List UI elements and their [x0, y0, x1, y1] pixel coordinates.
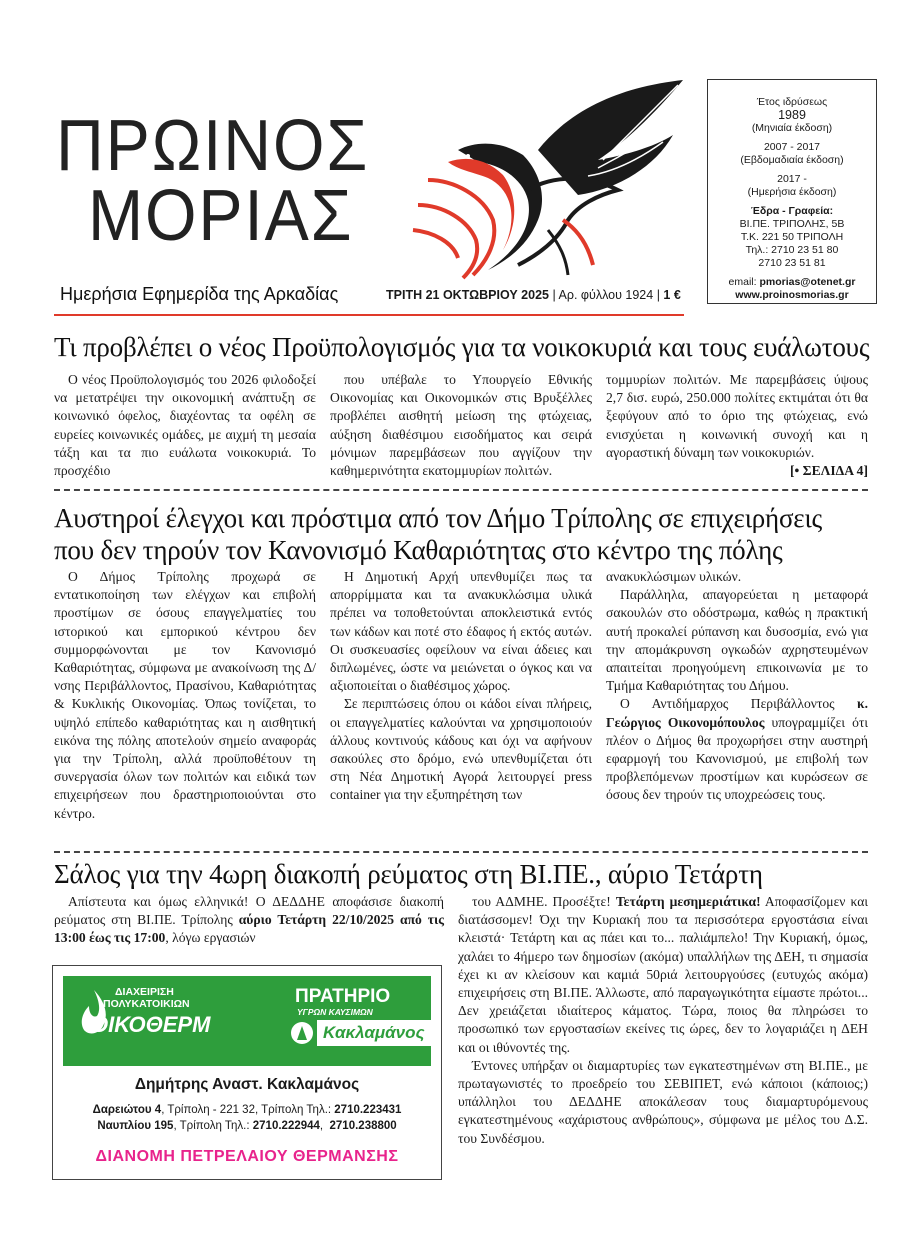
article2-col3 — [606, 568, 868, 823]
website-link[interactable]: www.proinosmorias.gr — [735, 289, 849, 301]
masthead-red-rule — [54, 314, 684, 316]
ad-phone[interactable]: 2710.223431 — [334, 1104, 402, 1116]
separator: | — [548, 288, 559, 302]
separator: | — [653, 288, 664, 302]
ad-delivery-slogan: ΔΙΑΝΟΜΗ ΠΕΤΡΕΛΑΙΟΥ ΘΕΡΜΑΝΣΗΣ — [95, 1148, 399, 1165]
dove-logo-icon — [388, 80, 688, 280]
ad-address1: Δαρειώτου 4, Τρίπολη - 221 32, Τρίπολη Τηλ.: 2710.223431 — [92, 1104, 402, 1116]
outage-datetime: αύριο Τετάρτη 22/10/2025 από τις 13:00 έως τις 17:00 — [54, 912, 444, 946]
article1-paragraph: που υπέβαλε το Υπουργείο Εθνικής Οικονομίας και Οικονομικών στις Βρυξέλλες προβλέπει αισθητή μείωση της φτώχειας, αύξηση διαθέσιμου εισοδήματος και σειρά μόνιμων παρεμβάσεων που αγγίζουν την καθημερινότητα εκατομμυρίων πολιτών. — [330, 372, 592, 479]
address-line1: ΒΙ.ΠΕ. ΤΡΙΠΟΛΗΣ, 5Β — [739, 218, 845, 230]
daily-edition: (Ημερήσια έκδοση) — [747, 186, 837, 198]
article2-headline-line1: Αυστηροί έλεγχοι και πρόστιμα από τον Δήμο Τρίπολης σε επιχειρήσεις — [54, 503, 823, 533]
newspaper-title-line2: ΜΟΡΙΑΣ — [88, 176, 354, 256]
section-divider — [54, 851, 868, 853]
article2-paragraph: ανακυκλώσιμων υλικών. — [606, 569, 742, 584]
email-label: email: — [728, 276, 757, 288]
advertisement-kaklamanos[interactable] — [52, 965, 442, 1180]
article1-paragraph: τομμυρίων πολιτών. Με παρεμβάσεις ύψους 2,7 δισ. ευρώ, 250.000 πολίτες εκτιμάται ότι θα ξεφύγουν από το όριο της φτώχειας, ενώ ενισχύεται η κοινωνική συνοχή και η αγοραστική δύναμη των νοικοκυριών. — [606, 372, 868, 460]
article2-headline[interactable] — [54, 502, 822, 566]
section-divider — [54, 489, 868, 491]
kaklamanos-emblem-icon — [291, 1022, 313, 1044]
issue-price: 1 € — [663, 288, 681, 302]
article3-paragraph: Απίστευτα και όμως ελληνικά! Ο ΔΕΔΔΗΕ αποφάσισε διακοπή ρεύματος στη ΒΙ.ΠΕ. Τρίπολης αύριο Τετάρτη 22/10/2025 από τις 13:00 έως τις 17:00, λόγω εργασιών — [54, 894, 444, 946]
issue-date: ΤΡΙΤΗ 21 ΟΚΤΩΒΡΙΟΥ 2025 — [386, 288, 549, 302]
weekly-edition: (Εβδομαδιαία έκδοση) — [740, 154, 844, 166]
article1-col1 — [54, 371, 316, 480]
wednesday-noon-emphasis: Τετάρτη μεσημεριάτικα! — [615, 894, 761, 909]
page-reference[interactable]: [• ΣΕΛΙΔΑ 4] — [790, 463, 868, 479]
deputy-mayor-name: κ. Γεώργιος Οικονομόπουλος — [606, 696, 868, 730]
publication-info-box — [707, 79, 877, 304]
ad-green-banner — [63, 976, 431, 1066]
oikotherm-brand: ΟΙΚΟΘΕΡΜ — [91, 1012, 211, 1037]
email-line — [708, 276, 876, 289]
dateline — [386, 288, 681, 302]
founded-year: 1989 — [778, 108, 806, 122]
phone-line2: 2710 23 51 81 — [758, 257, 826, 269]
article2-paragraph: Σε περιπτώσεις όπου οι κάδοι είναι πλήρεις, οι επαγγελματίες καλούνται να χρησιμοποιούν άλλους κοντινούς κάδους και όχι να αφήνουν σακούλες στο δρόμο, ενώ υπενθυμίζεται ότι στη Νέα Δημοτική Αγορά λειτουργεί press container για την εξυπηρέτηση των — [330, 696, 592, 803]
article2-body — [54, 568, 868, 823]
ad-owner-name: Δημήτρης Αναστ. Κακλαμάνος — [134, 1076, 360, 1093]
article3-paragraph: Έντονες υπήρξαν οι διαμαρτυρίες των εγκατεστημένων στη ΒΙ.ΠΕ., με πρωταγωνιστές το προεδρείο του ΣΕΒΙΠΕΤ, ενώ κάποιοι (κάποιος;) υπάλληλοι του ΔΕΔΔΗΕ αποκάλεσαν τους διαμαρτυρόμενους εγκατεστημένους «αχάριστους ανθρώπους», σύμφωνα με μέλος του Δ.Σ. του Συνδέσμου. — [458, 1057, 868, 1146]
email-link[interactable]: pmorias@otenet.gr — [759, 276, 856, 288]
article3-left-column — [54, 893, 444, 948]
article2-paragraph: Ο Δήμος Τρίπολης προχωρά σε εντατικοποίηση των ελέγχων και επιβολή προστίμων σε όσους επαγγελματίες του ιστορικού και εμπορικού κέντρου δεν συμμορφώνονται με τον Κανονισμό Καθαριότητας, σύμφωνα με ανακοίνωση της Δ/νσης Περιβάλλοντος, Πρασίνου, Καθαριότητας & Κυκλικής Οικονομίας. Όπως τονίζεται, το υψηλό επίπεδο καθαριότητας και η αισθητική εικόνα της πόλης αποτελούν σημείο αναφοράς για την Τρίπολη, αλλά προϋποθέτουν τη συνεργασία όλων των πολιτών και ειδικά των επιχειρήσεων που δραστηριοποιούνται στο κέντρο. — [54, 569, 316, 821]
article2-col1 — [54, 568, 316, 823]
daily-years: 2017 - — [777, 173, 807, 185]
article3-headline[interactable]: Σάλος για την 4ωρη διακοπή ρεύματος στη ΒΙ.ΠΕ., αύριο Τετάρτη — [54, 859, 763, 889]
newspaper-title-line1: ΠΡΩΙΝΟΣ — [56, 106, 370, 186]
article1-col2 — [330, 371, 592, 480]
seat-label: Έδρα - Γραφεία: — [750, 205, 834, 217]
newspaper-subtitle: Ημερήσια Εφημερίδα της Αρκαδίας — [60, 284, 339, 304]
article3-paragraph: του ΑΔΜΗΕ. Προσέξτε! Τετάρτη μεσημεριάτικα! Αποφασίζομεν και διατάσσομεν! Όχι την Κυριακή που τα περισσότερα εργοστάσια είναι κλειστά· Τετάρτη και ας πάει και το... παλιάμπελο! Την Κυριακή, όμως, χαλάει το 4ήμερο των δημοσίων (ακόμα) υπαλλήλων της ΔΕΗ, τι σημασία έχει κι αν κλείσουν και καμιά 50ριά λειτουργούσες (ευτυχώς ακόμα) επιχειρήσεις στη ΒΙ.ΠΕ. Άλλωστε, από παραγωγικότητα είμαστε πρώτοι... Δεν χρειάζεται ιδιαίτερος κάματος. Τώρα, ποιος θα πληρώσει το προσωπικό των εργοστασίων εκείνες τις ώρες, δεν το λογαριάζει η ΔΕΗ και οι ιθύνοντές της. — [458, 894, 868, 1055]
ad-phone[interactable]: 2710.222944 — [252, 1120, 320, 1132]
article1-headline[interactable]: Τι προβλέπει ο νέος Προϋπολογισμός για τα νοικοκυριά και τους ευάλωτους — [54, 332, 870, 362]
ad-phone[interactable]: 2710.238800 — [329, 1120, 397, 1132]
kaklamanos-brand: Κακλαμάνος — [317, 1020, 431, 1046]
logo1-line1: ΔΙΑΧΕΙΡΙΣΗ — [115, 986, 174, 998]
ad-address2: Ναυπλίου 195, Τρίπολη Τηλ.: 2710.222944, 2710.238800 — [97, 1120, 397, 1132]
article2-paragraph: Παράλληλα, απαγορεύεται η μεταφορά σακουλών στο οδόστρωμα, καθώς η πρακτική αυτή προκαλεί ρύπανση και δυσοσμία, ενώ για την απομάκρυνση ογκωδών αχρηστευμένων απαιτείται προηγούμενη επικοινωνία με το Τμήμα Καθαριότητας του Δήμου. — [606, 587, 868, 694]
article1-paragraph: Ο νέος Προϋπολογισμός του 2026 φιλοδοξεί να μετατρέψει την οικονομική ανάπτυξη σε κοινωνικό όφελος, διαχέοντας τα οφέλη σε ευρείες κοινωνικές ομάδες, με αιχμή τη μεσαία τάξη και τα πιο ευάλωτα νοικοκυριά. Το προσχέδιο — [54, 372, 316, 479]
phone-line1: Τηλ.: 2710 23 51 80 — [745, 244, 839, 256]
article3-right-column — [458, 893, 868, 1148]
address-line2: Τ.Κ. 221 50 ΤΡΙΠΟΛΗ — [740, 231, 844, 243]
article2-paragraph: Ο Αντιδήμαρχος Περιβάλλοντος κ. Γεώργιος Οικονομόπουλος υπογραμμίζει ότι πλέον ο Δήμος θα προχωρήσει στην αυστηρή εφαρμογή του Κανονισμού, με επιβολή των προβλεπόμενων προστίμων και κυρώσεων σε όσους δεν τηρούν τις υποχρεώσεις τους. — [606, 696, 869, 803]
article2-col2 — [330, 568, 592, 823]
article1-body — [54, 371, 868, 480]
article1-col3 — [606, 371, 868, 480]
logo1-line2: ΠΟΛΥΚΑΤΟΙΚΙΩΝ — [103, 998, 190, 1010]
article2-paragraph: Η Δημοτική Αρχή υπενθυμίζει πως τα απορρίμματα και τα ανακυκλώσιμα υλικά πρέπει να τοποθετούνται αποκλειστικά εντός των κάδων και ποτέ στο έδαφος ή εκτός αυτών. Οι συσκευασίες οφείλουν να είναι άδειες και διπλωμένες, ώστε να μειώνεται ο όγκος και να αξιοποιείται ο διαθέσιμος χώρος. — [330, 569, 592, 694]
masthead — [48, 80, 708, 320]
article2-headline-line2: που δεν τηρούν τον Κανονισμό Καθαριότητας στο κέντρο της πόλης — [54, 535, 783, 565]
monthly-edition: (Μηνιαία έκδοση) — [751, 122, 833, 134]
weekly-years: 2007 - 2017 — [763, 141, 821, 153]
logo2-line2: ΥΓΡΩΝ ΚΑΥΣΙΜΩΝ — [297, 1007, 373, 1017]
issue-number: Αρ. φύλλου 1924 — [558, 288, 654, 302]
logo2-line1: ΠΡΑΤΗΡΙΟ — [295, 986, 391, 1007]
founded-label: Έτος ιδρύσεως — [756, 96, 828, 108]
